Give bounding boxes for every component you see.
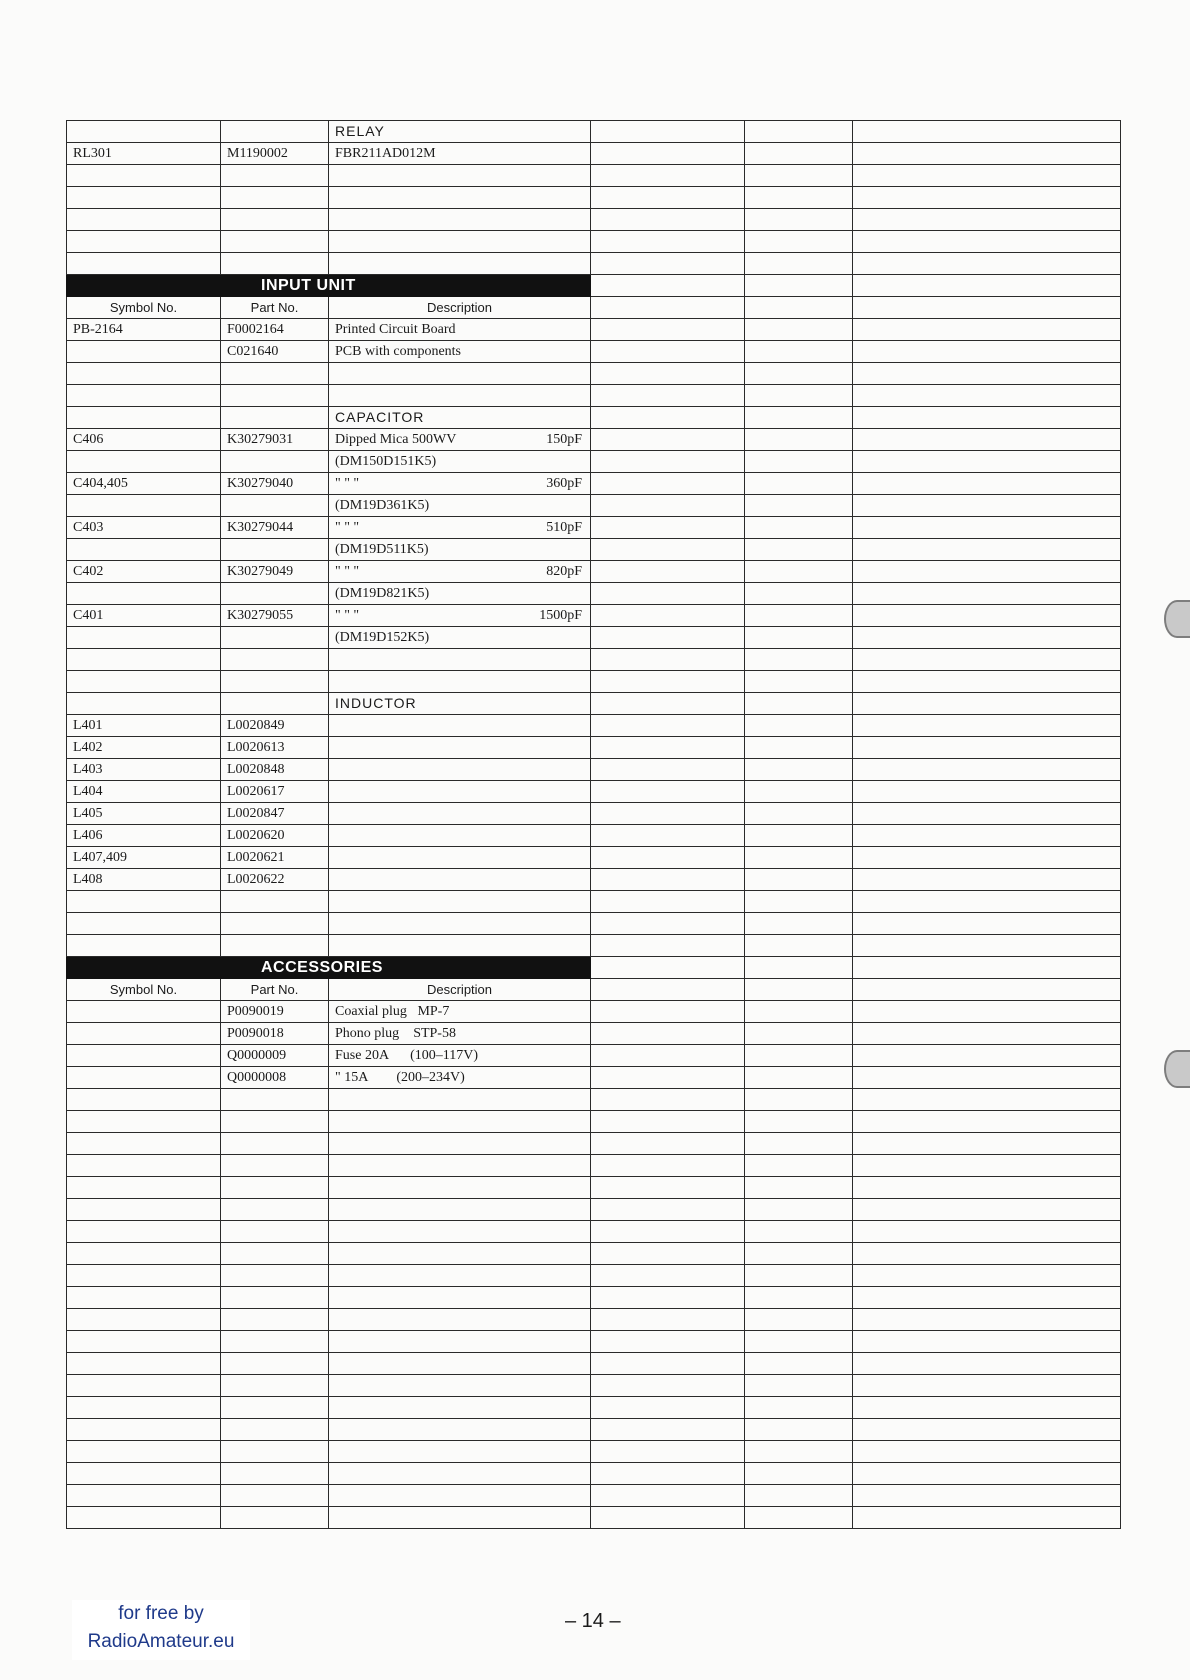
table-row: [67, 715, 1121, 737]
table-row: [67, 803, 1121, 825]
header-part: Part No.: [221, 979, 329, 1001]
description-cell: PCB with components: [329, 341, 591, 363]
table-row: [67, 627, 1121, 649]
table-row: [67, 473, 1121, 495]
part-cell: L0020849: [221, 715, 329, 737]
table-row: [67, 319, 1121, 341]
symbol-cell: L407,409: [67, 847, 221, 869]
blank-row: [67, 231, 1121, 253]
description-cell: [329, 473, 591, 495]
capacitor-type: Dipped Mica 500WV: [335, 432, 457, 447]
blank-row: [67, 385, 1121, 407]
table-row: [67, 759, 1121, 781]
description-cell: [329, 429, 591, 451]
capacitor-value: 510pF: [546, 520, 582, 535]
part-cell: K30279031: [221, 429, 329, 451]
table-row: [67, 1067, 1121, 1089]
blank-row: [67, 1155, 1121, 1177]
table-row: [67, 341, 1121, 363]
description-cell: [329, 1045, 591, 1067]
table-row: [67, 869, 1121, 891]
accessory-name: " 15A: [335, 1070, 369, 1085]
table-row: [67, 1045, 1121, 1067]
table-row: [67, 1023, 1121, 1045]
blank-row: [67, 1221, 1121, 1243]
symbol-cell: L405: [67, 803, 221, 825]
description-cell: [329, 517, 591, 539]
ditto-marks: " " ": [335, 520, 360, 535]
relay-heading-row: [67, 121, 1121, 143]
header-description: Description: [329, 297, 591, 319]
capacitor-heading-row: [67, 407, 1121, 429]
blank-row: [67, 1243, 1121, 1265]
blank-row: [67, 1309, 1121, 1331]
table-row: [67, 825, 1121, 847]
accessory-name: Fuse 20A: [335, 1048, 390, 1063]
source-watermark: [72, 1600, 250, 1660]
blank-row: [67, 1485, 1121, 1507]
description-cell: [329, 561, 591, 583]
capacitor-value: 820pF: [546, 564, 582, 579]
part-cell: L0020848: [221, 759, 329, 781]
part-cell: L0020617: [221, 781, 329, 803]
accessory-name: Coaxial plug: [335, 1004, 407, 1019]
blank-row: [67, 1441, 1121, 1463]
header-description: Description: [329, 979, 591, 1001]
part-cell: L0020613: [221, 737, 329, 759]
description-cell: [329, 1067, 591, 1089]
symbol-cell: C404,405: [67, 473, 221, 495]
table-row: [67, 1001, 1121, 1023]
description-cell: [329, 605, 591, 627]
table-row: [67, 605, 1121, 627]
description-cell: FBR211AD012M: [329, 143, 591, 165]
table-row: [67, 517, 1121, 539]
blank-row: [67, 253, 1121, 275]
symbol-cell: L406: [67, 825, 221, 847]
part-cell: L0020620: [221, 825, 329, 847]
part-cell: K30279049: [221, 561, 329, 583]
part-cell: K30279044: [221, 517, 329, 539]
blank-row: [67, 1089, 1121, 1111]
blank-row: [67, 363, 1121, 385]
part-cell: Q0000008: [221, 1067, 329, 1089]
table-row: [67, 429, 1121, 451]
blank-row: [67, 1111, 1121, 1133]
symbol-cell: C402: [67, 561, 221, 583]
part-cell: F0002164: [221, 319, 329, 341]
part-cell: L0020621: [221, 847, 329, 869]
accessories-title: ACCESSORIES: [261, 959, 383, 976]
table-row: [67, 781, 1121, 803]
blank-row: [67, 1331, 1121, 1353]
capacitor-code: (DM150D151K5): [329, 451, 591, 473]
header-symbol: Symbol No.: [67, 297, 221, 319]
accessory-spec: STP-58: [413, 1026, 456, 1041]
accessory-name: Phono plug: [335, 1026, 400, 1041]
symbol-cell: RL301: [67, 143, 221, 165]
blank-row: [67, 649, 1121, 671]
table-row: [67, 847, 1121, 869]
part-cell: Q0000009: [221, 1045, 329, 1067]
table-row: [67, 583, 1121, 605]
symbol-cell: L404: [67, 781, 221, 803]
column-header-row: [67, 297, 1121, 319]
page-number: – 14 –: [565, 1610, 621, 1632]
inductor-heading: INDUCTOR: [329, 693, 591, 715]
symbol-cell: C406: [67, 429, 221, 451]
ditto-marks: " " ": [335, 564, 360, 579]
symbol-cell: PB-2164: [67, 319, 221, 341]
description-cell: Printed Circuit Board: [329, 319, 591, 341]
symbol-cell: L403: [67, 759, 221, 781]
column-header-row: [67, 979, 1121, 1001]
blank-row: [67, 209, 1121, 231]
binder-hole-icon: [1164, 1050, 1190, 1088]
binder-hole-icon: [1164, 600, 1190, 638]
capacitor-value: 360pF: [546, 476, 582, 491]
blank-row: [67, 1463, 1121, 1485]
part-cell: M1190002: [221, 143, 329, 165]
blank-row: [67, 1199, 1121, 1221]
header-symbol: Symbol No.: [67, 979, 221, 1001]
part-cell: K30279055: [221, 605, 329, 627]
capacitor-value: 150pF: [546, 432, 582, 447]
blank-row: [67, 935, 1121, 957]
part-cell: P0090019: [221, 1001, 329, 1023]
capacitor-code: (DM19D361K5): [329, 495, 591, 517]
symbol-cell: L408: [67, 869, 221, 891]
watermark-line-1: for free by: [118, 1603, 204, 1624]
blank-row: [67, 891, 1121, 913]
blank-row: [67, 913, 1121, 935]
table-row: [67, 451, 1121, 473]
parts-table: [66, 120, 1121, 1529]
blank-row: [67, 1287, 1121, 1309]
table-row: [67, 737, 1121, 759]
table-row: [67, 561, 1121, 583]
blank-row: [67, 1419, 1121, 1441]
accessories-band: [67, 957, 1121, 979]
blank-row: [67, 1265, 1121, 1287]
blank-row: [67, 187, 1121, 209]
part-cell: L0020847: [221, 803, 329, 825]
header-part: Part No.: [221, 297, 329, 319]
blank-row: [67, 1353, 1121, 1375]
symbol-cell: C401: [67, 605, 221, 627]
capacitor-code: (DM19D821K5): [329, 583, 591, 605]
description-cell: [329, 1023, 591, 1045]
blank-row: [67, 1507, 1121, 1529]
blank-row: [67, 671, 1121, 693]
table-row: [67, 143, 1121, 165]
blank-row: [67, 1133, 1121, 1155]
relay-heading: RELAY: [329, 121, 591, 143]
part-cell: L0020622: [221, 869, 329, 891]
ditto-marks: " " ": [335, 608, 360, 623]
symbol-cell: L401: [67, 715, 221, 737]
inductor-heading-row: [67, 693, 1121, 715]
description-cell: [329, 1001, 591, 1023]
capacitor-value: 1500pF: [539, 608, 582, 623]
accessory-spec: MP-7: [417, 1004, 450, 1019]
part-cell: P0090018: [221, 1023, 329, 1045]
input-unit-band: [67, 275, 1121, 297]
blank-row: [67, 1177, 1121, 1199]
symbol-cell: L402: [67, 737, 221, 759]
ditto-marks: " " ": [335, 476, 360, 491]
input-unit-title: INPUT UNIT: [261, 277, 356, 294]
blank-row: [67, 165, 1121, 187]
watermark-line-2: RadioAmateur.eu: [87, 1631, 235, 1652]
blank-row: [67, 1375, 1121, 1397]
table-row: [67, 539, 1121, 561]
symbol-cell: C403: [67, 517, 221, 539]
capacitor-heading: CAPACITOR: [329, 407, 591, 429]
accessory-spec: (100–117V): [410, 1048, 478, 1063]
table-row: [67, 495, 1121, 517]
accessory-spec: (200–234V): [396, 1070, 465, 1085]
part-cell: C021640: [221, 341, 329, 363]
capacitor-code: (DM19D152K5): [329, 627, 591, 649]
capacitor-code: (DM19D511K5): [329, 539, 591, 561]
symbol-cell: [67, 341, 221, 363]
blank-row: [67, 1397, 1121, 1419]
part-cell: K30279040: [221, 473, 329, 495]
